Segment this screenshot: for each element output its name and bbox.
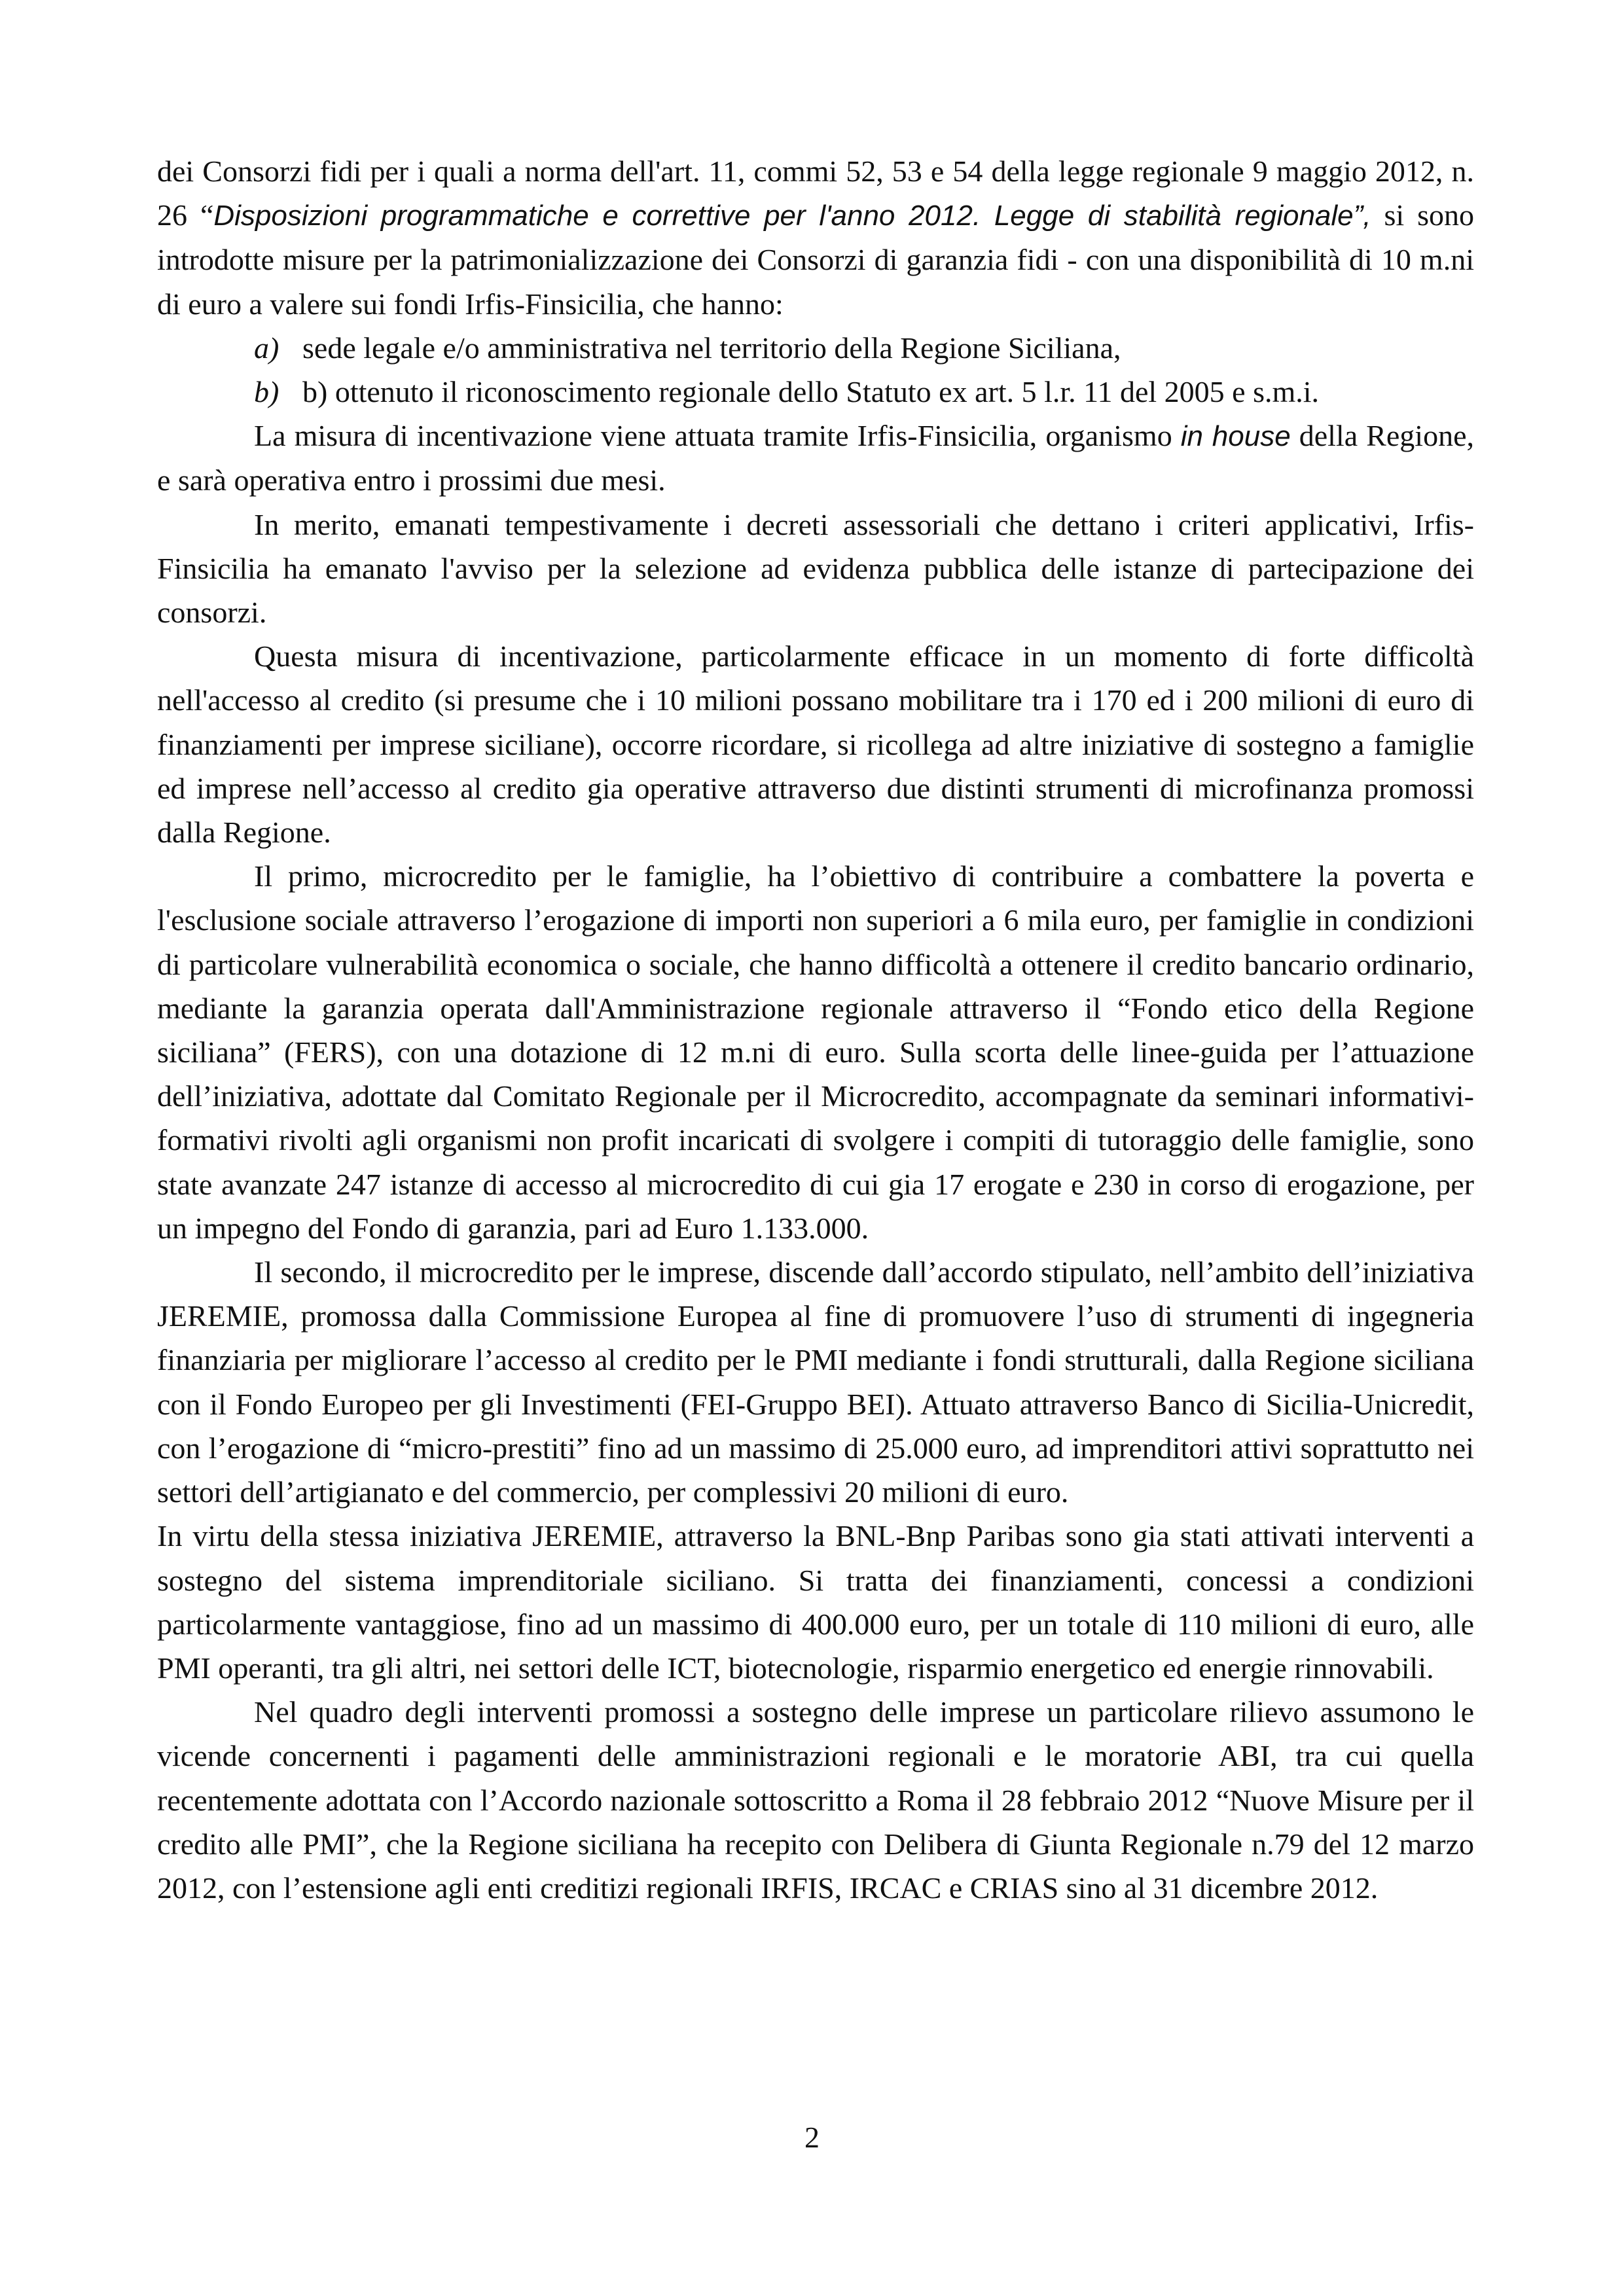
misura-after: della Regione, e sarà operativa entro i prossimi due mesi. <box>157 419 1474 497</box>
paragraph-jeremie-bnl: In virtu della stessa iniziativa JEREMIE, attraverso la BNL-Bnp Paribas sono gia stati attivati interventi a sostegno del sistema imprenditoriale siciliano. Si tratta dei finanziamenti, concessi a condizioni particolarmente vantaggiose, fino ad un massimo di 400.000 euro, per un totale di 110 milioni di euro, alle PMI operanti, tra gli altri, nei settori delle ICT, biotecnologie, risparmio energetico ed energie rinnovabili. <box>157 1519 1474 1685</box>
misura-in-house: in house <box>1180 420 1291 453</box>
intro-text-end: si sono introdotte misure per la patrimonializzazione dei Consorzi di garanzia fidi - con una disponibilità di 10 m.ni di euro a valere sui fondi Irfis-Finsicilia, che hanno: <box>157 198 1474 321</box>
paragraph-merito: In merito, emanati tempestivamente i decreti assessoriali che dettano i criteri applicativi, Irfis-Finsicilia ha emanato l'avviso per la selezione ad evidenza pubblica delle istanze di partecipazione dei consorzi. <box>157 507 1474 630</box>
list-marker-a: a) <box>254 331 280 365</box>
paragraph-consorzi-fidi <box>157 149 1474 326</box>
list-item-a <box>157 326 1474 370</box>
list-marker-b: b) <box>254 375 280 409</box>
paragraph-questa-misura: Questa misura di incentivazione, particolarmente efficace in un momento di forte difficoltà nell'accesso al credito (si presume che i 10 milioni possano mobilitare tra i 170 ed i 200 milioni di euro di finanziamenti per imprese siciliane), occorre ricordare, si ricollega ad altre iniziative di sostegno a famiglie ed imprese nell’accesso al credito gia operative attraverso due distinti strumenti di microfinanza promossi dalla Regione. <box>157 639 1474 850</box>
page-body <box>157 149 1474 1910</box>
law-title: Disposizioni programmatiche e correttive per l'anno 2012. Legge di stabilità regionale”, <box>213 200 1371 232</box>
paragraph-misura <box>157 414 1474 502</box>
page-number: 2 <box>804 2121 820 2154</box>
list-text-a: sede legale e/o amministrativa nel territorio della Regione Siciliana, <box>302 331 1121 365</box>
list-item-b <box>157 370 1474 414</box>
intro-text-start: dei Consorzi fidi per i quali a norma dell'art. 11, commi 52, 53 e 54 della legge regionale 9 maggio 2012, n. 26 “ <box>157 154 1474 232</box>
misura-before: La misura di incentivazione viene attuata tramite Irfis-Finsicilia, organismo <box>254 419 1181 453</box>
paragraph-primo-microcredito: Il primo, microcredito per le famiglie, ha l’obiettivo di contribuire a combattere la poverta e l'esclusione sociale attraverso l’erogazione di importi non superiori a 6 mila euro, per famiglie in condizioni di particolare vulnerabilità economica o sociale, che hanno difficoltà a ottenere il credito bancario ordinario, mediante la garanzia operata dall'Amministrazione regionale attraverso il “Fondo etico della Regione siciliana” (FERS), con una dotazione di 12 m.ni di euro. Sulla scorta delle linee-guida per l’attuazione dell’iniziativa, adottate dal Comitato Regionale per il Microcredito, accompagnate da seminari informativi-formativi rivolti agli organismi non profit incaricati di svolgere i compiti di tutoraggio delle famiglie, sono state avanzate 247 istanze di accesso al microcredito di cui gia 17 erogate e 230 in corso di erogazione, per un impegno del Fondo di garanzia, pari ad Euro 1.133.000. <box>157 859 1474 1245</box>
paragraph-moratorie-abi: Nel quadro degli interventi promossi a sostegno delle imprese un particolare rilievo assumono le vicende concernenti i pagamenti delle amministrazioni regionali e le moratorie ABI, tra cui quella recentemente adottata con l’Accordo nazionale sottoscritto a Roma il 28 febbraio 2012 “Nuove Misure per il credito alle PMI”, che la Regione siciliana ha recepito con Delibera di Giunta Regionale n.79 del 12 marzo 2012, con l’estensione agli enti creditizi regionali IRFIS, IRCAC e CRIAS sino al 31 dicembre 2012. <box>157 1695 1474 1905</box>
paragraph-secondo-microcredito: Il secondo, il microcredito per le imprese, discende dall’accordo stipulato, nell’ambito dell’iniziativa JEREMIE, promossa dalla Commissione Europea al fine di promuovere l’uso di strumenti di ingegneria finanziaria per migliorare l’accesso al credito per le PMI mediante i fondi strutturali, dalla Regione siciliana con il Fondo Europeo per gli Investimenti (FEI-Gruppo BEI). Attuato attraverso Banco di Sicilia-Unicredit, con l’erogazione di “micro-prestiti” fino ad un massimo di 25.000 euro, ad imprenditori attivi soprattutto nei settori dell’artigianato e del commercio, per complessivi 20 milioni di euro. <box>157 1255 1474 1509</box>
list-text-b: b) ottenuto il riconoscimento regionale dello Statuto ex art. 5 l.r. 11 del 2005 e s.m.i. <box>302 375 1320 409</box>
